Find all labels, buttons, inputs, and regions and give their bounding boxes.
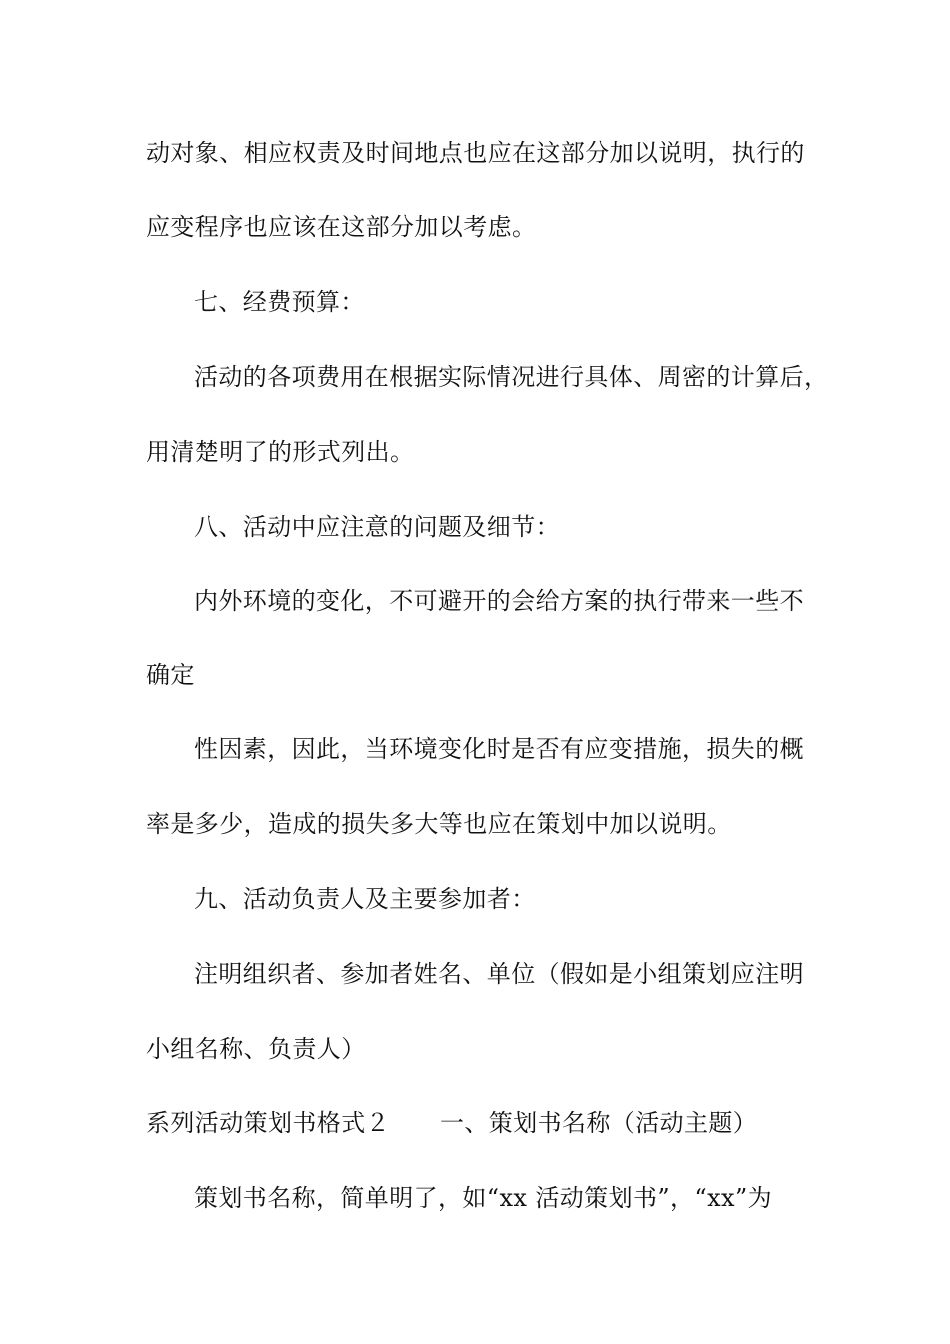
paragraph-line: 小组名称、负责人）	[146, 1035, 366, 1063]
paragraph-line: 策划书名称，简单明了，如“xx 活动策划书”，“xx”为	[194, 1184, 773, 1212]
paragraph-line: 应变程序也应该在这部分加以考虑。	[146, 213, 537, 241]
paragraph-line: 性因素，因此，当环境变化时是否有应变措施，损失的概	[194, 735, 804, 763]
paragraph-line: 注明组织者、参加者姓名、单位（假如是小组策划应注明	[194, 960, 804, 988]
section-heading-right: 一、策划书名称（活动主题）	[440, 1109, 758, 1137]
paragraph-line: 确定	[146, 661, 195, 689]
section-heading-left: 系列活动策划书格式２	[146, 1109, 390, 1137]
paragraph-line: 活动的各项费用在根据实际情况进行具体、周密的计算后，	[194, 363, 829, 391]
section-heading-budget: 七、经费预算：	[194, 288, 365, 316]
paragraph-line: 内外环境的变化，不可避开的会给方案的执行带来一些不	[194, 587, 804, 615]
paragraph-line: 率是多少，造成的损失多大等也应在策划中加以说明。	[146, 810, 732, 838]
section-heading-notes: 八、活动中应注意的问题及细节：	[194, 513, 560, 541]
paragraph-line: 动对象、相应权责及时间地点也应在这部分加以说明，执行的	[146, 139, 805, 167]
paragraph-line: 用清楚明了的形式列出。	[146, 438, 415, 466]
section-heading-participants: 九、活动负责人及主要参加者：	[194, 885, 536, 913]
section-heading-format-2	[146, 1108, 826, 1138]
